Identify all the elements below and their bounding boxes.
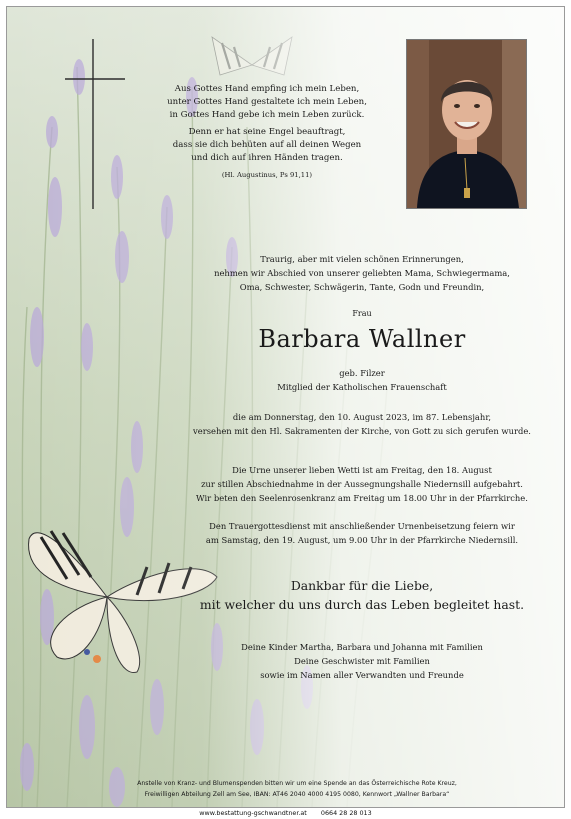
intro-line: Traurig, aber mit vielen schönen Erinnerungen, [260, 254, 464, 264]
cross-icon [65, 39, 125, 209]
poem-line: Denn er hat seine Engel beauftragt, [188, 127, 346, 137]
intro-line: nehmen wir Abschied von unserer geliebten Mama, Schwiegermama, [214, 268, 510, 278]
portrait-photo [406, 39, 527, 209]
mourners-line: Deine Kinder Martha, Barbara und Johanna mit Familien [241, 642, 483, 652]
website-link[interactable]: www.bestattung-gschwandtner.at [199, 809, 307, 817]
obituary-card [6, 6, 565, 808]
salutation: Frau [352, 309, 372, 318]
donation-note: Anstelle von Kranz- und Blumenspenden bitten wir um eine Spende an das Österreichische Rote Kreuz, [137, 780, 457, 787]
arrangements-line: Die Urne unserer lieben Wetti ist am Freitag, den 18. August [232, 465, 492, 475]
arrangements-line: Wir beten den Seelenrosenkranz am Freitag um 18.00 Uhr in der Pfarrkirche. [196, 493, 528, 503]
membership: Mitglied der Katholischen Frauenschaft [277, 382, 447, 392]
service-line: Den Trauergottesdienst mit anschließender Urnenbeisetzung feiern wir [209, 521, 515, 531]
poem-line: unter Gottes Hand gestaltete ich mein Leben, [167, 97, 367, 107]
poem-line: in Gottes Hand gebe ich mein Leben zurück. [169, 110, 365, 120]
poem-line: Aus Gottes Hand empfing ich mein Leben, [174, 84, 360, 94]
death-notice-line: die am Donnerstag, den 10. August 2023, im 87. Lebensjahr, [232, 412, 492, 422]
intro-line: Oma, Schwester, Schwägerin, Tante, Godn und Freundin, [239, 282, 485, 292]
arrangements-line: zur stillen Abschiednahme in der Aussegnungshalle Niedernsill aufgebahrt. [201, 479, 523, 489]
birth-name: geb. Filzer [339, 368, 385, 378]
poem-reference: (Hl. Augustinus, Ps 91,11) [221, 171, 313, 179]
thanks-line: Dankbar für die Liebe, [290, 578, 434, 593]
mourners-line: Deine Geschwister mit Familien [294, 656, 430, 666]
mourners-line: sowie im Namen aller Verwandten und Freunde [260, 670, 464, 680]
poem-line: und dich auf ihren Händen tragen. [191, 153, 343, 163]
footer [0, 809, 571, 817]
donation-note: Freiwilligen Abteilung Zell am See, IBAN: AT46 2040 4000 4195 0080, Kennwort „Wallner Barbara“ [144, 791, 450, 798]
deceased-name: Barbara Wallner [258, 325, 466, 353]
phone-number: 0664 28 28 013 [320, 809, 372, 817]
thanks-line: mit welcher du uns durch das Leben begleitet hast. [199, 597, 525, 612]
death-notice-line: versehen mit den Hl. Sakramenten der Kirche, von Gott zu sich gerufen wurde. [193, 426, 531, 436]
poem-line: dass sie dich behüten auf all deinen Wegen [172, 140, 362, 150]
service-line: am Samstag, den 19. August, um 9.00 Uhr in der Pfarrkirche Niedernsill. [205, 535, 519, 545]
